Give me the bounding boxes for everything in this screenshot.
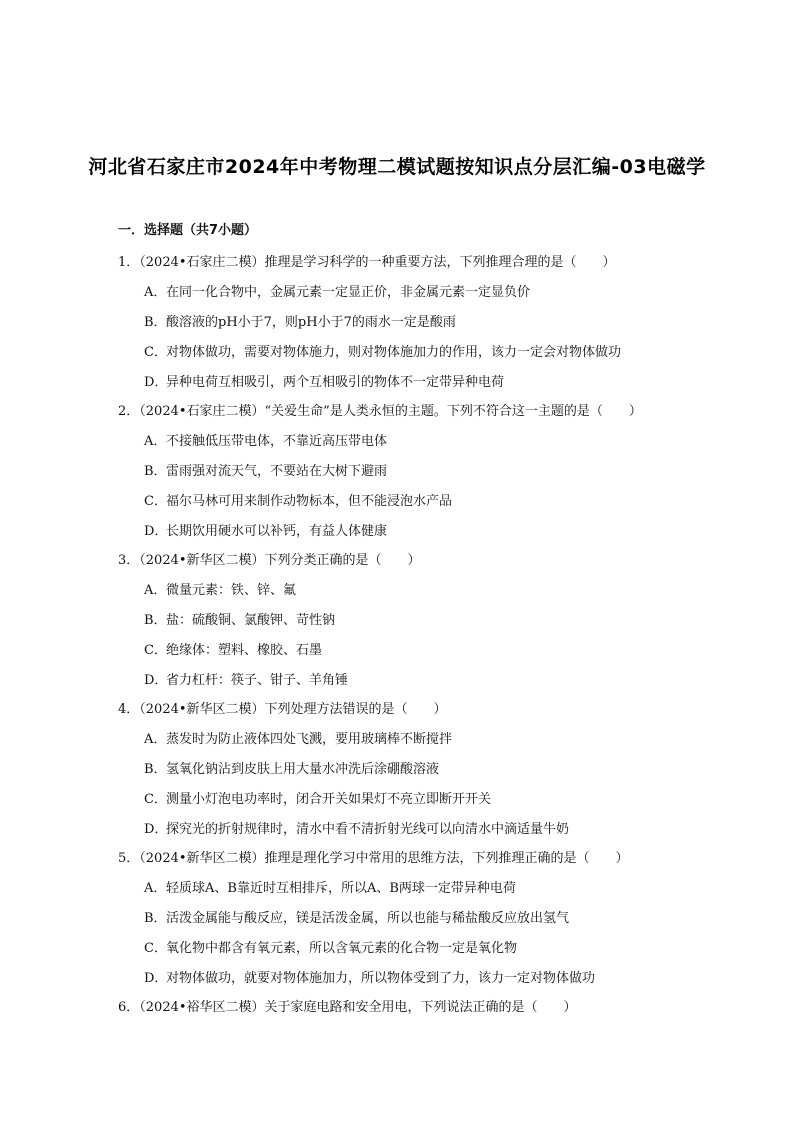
option-text: 探究光的折射规律时，清水中看不清折射光线可以向清水中滴适量牛奶 bbox=[166, 822, 570, 837]
option-text: 氢氧化钠沾到皮肤上用大量水冲洗后涂硼酸溶液 bbox=[166, 762, 440, 777]
question-option bbox=[144, 460, 387, 479]
question-option bbox=[144, 967, 595, 986]
option-letter: D． bbox=[144, 375, 168, 390]
option-text: 测量小灯泡电功率时，闭合开关如果灯不亮立即断开开关 bbox=[166, 792, 492, 807]
question-option bbox=[144, 281, 530, 300]
question-option bbox=[144, 490, 452, 509]
option-letter: C． bbox=[144, 941, 167, 956]
option-letter: C． bbox=[144, 345, 167, 360]
option-text: 对物体做功，需要对物体施力，则对物体施加力的作用，该力一定会对物体做功 bbox=[166, 345, 622, 360]
option-text: 雷雨强对流天气，不要站在大树下避雨 bbox=[166, 464, 388, 479]
option-letter: A． bbox=[144, 583, 167, 598]
question-option bbox=[144, 311, 456, 330]
option-letter: D． bbox=[144, 524, 168, 539]
option-letter: B． bbox=[144, 911, 167, 926]
question-option bbox=[144, 907, 569, 926]
option-letter: C． bbox=[144, 643, 167, 658]
question-option bbox=[144, 788, 491, 807]
question-stem: 6．（2024•裕华区二模）关于家庭电路和安全用电，下列说法正确的是（ ） bbox=[118, 1000, 577, 1015]
option-text: 福尔马林可用来制作动物标本，但不能浸泡水产品 bbox=[166, 494, 453, 509]
option-text: 对物体做功，就要对物体施加力，所以物体受到了力，该力一定对物体做功 bbox=[166, 971, 596, 986]
question-stem: 2．（2024•石家庄二模）“关爱生命”是人类永恒的主题。下列不符合这一主题的是（ ） bbox=[118, 404, 642, 419]
question-option bbox=[144, 639, 322, 658]
option-text: 长期饮用硬水可以补钙，有益人体健康 bbox=[166, 524, 388, 539]
option-text: 蒸发时为防止液体四处飞溅，要用玻璃棒不断搅拌 bbox=[166, 732, 453, 747]
option-letter: A． bbox=[144, 434, 167, 449]
question-stem: 5．（2024•新华区二模）推理是理化学习中常用的思维方法，下列推理正确的是（ ） bbox=[118, 851, 629, 866]
question-option bbox=[144, 430, 387, 449]
option-text: 活泼金属能与酸反应，镁是活泼金属，所以也能与稀盐酸反应放出氢气 bbox=[166, 911, 570, 926]
document-title: 河北省石家庄市2024年中考物理二模试题按知识点分层汇编-03电磁学 bbox=[88, 156, 706, 178]
option-text: 微量元素：铁、锌、氟 bbox=[166, 583, 297, 598]
option-text: 轻质球A、B靠近时互相排斥，所以A、B两球一定带异种电荷 bbox=[166, 881, 516, 896]
question-stem: 3．（2024•新华区二模）下列分类正确的是（ ） bbox=[118, 553, 421, 568]
question-option bbox=[144, 877, 516, 896]
option-text: 氧化物中都含有氧元素，所以含氧元素的化合物一定是氧化物 bbox=[166, 941, 518, 956]
option-letter: B． bbox=[144, 613, 167, 628]
option-letter: A． bbox=[144, 881, 167, 896]
question-option bbox=[144, 818, 569, 837]
option-text: 不接触低压带电体，不靠近高压带电体 bbox=[166, 434, 388, 449]
option-text: 盐：硫酸铜、氯酸钾、苛性钠 bbox=[166, 613, 336, 628]
question-stem: 4．（2024•新华区二模）下列处理方法错误的是（ ） bbox=[118, 702, 447, 717]
option-text: 在同一化合物中，金属元素一定显正价，非金属元素一定显负价 bbox=[166, 285, 531, 300]
option-text: 异种电荷互相吸引，两个互相吸引的物体不一定带异种电荷 bbox=[166, 375, 505, 390]
question-option bbox=[144, 341, 621, 360]
question-option bbox=[144, 937, 517, 956]
question-option bbox=[144, 669, 348, 688]
option-letter: C． bbox=[144, 792, 167, 807]
option-text: 绝缘体：塑料、橡胶、石墨 bbox=[166, 643, 323, 658]
option-letter: D． bbox=[144, 673, 168, 688]
option-text: 酸溶液的pH小于7，则pH小于7的雨水一定是酸雨 bbox=[166, 315, 456, 330]
question-option bbox=[144, 728, 452, 747]
question-stem: 1．（2024•石家庄二模）推理是学习科学的一种重要方法，下列推理合理的是（ ） bbox=[118, 255, 616, 270]
question-option bbox=[144, 609, 335, 628]
option-letter: A． bbox=[144, 285, 167, 300]
option-letter: B． bbox=[144, 315, 167, 330]
option-letter: B． bbox=[144, 762, 167, 777]
option-letter: B． bbox=[144, 464, 167, 479]
question-option bbox=[144, 371, 504, 390]
option-text: 省力杠杆：筷子、钳子、羊角锤 bbox=[166, 673, 349, 688]
option-letter: A． bbox=[144, 732, 167, 747]
option-letter: D． bbox=[144, 971, 168, 986]
option-letter: D． bbox=[144, 822, 168, 837]
question-option bbox=[144, 758, 439, 777]
question-option bbox=[144, 520, 387, 539]
option-letter: C． bbox=[144, 494, 167, 509]
section-heading: 一．选择题（共7小题） bbox=[118, 223, 258, 238]
question-option bbox=[144, 579, 296, 598]
